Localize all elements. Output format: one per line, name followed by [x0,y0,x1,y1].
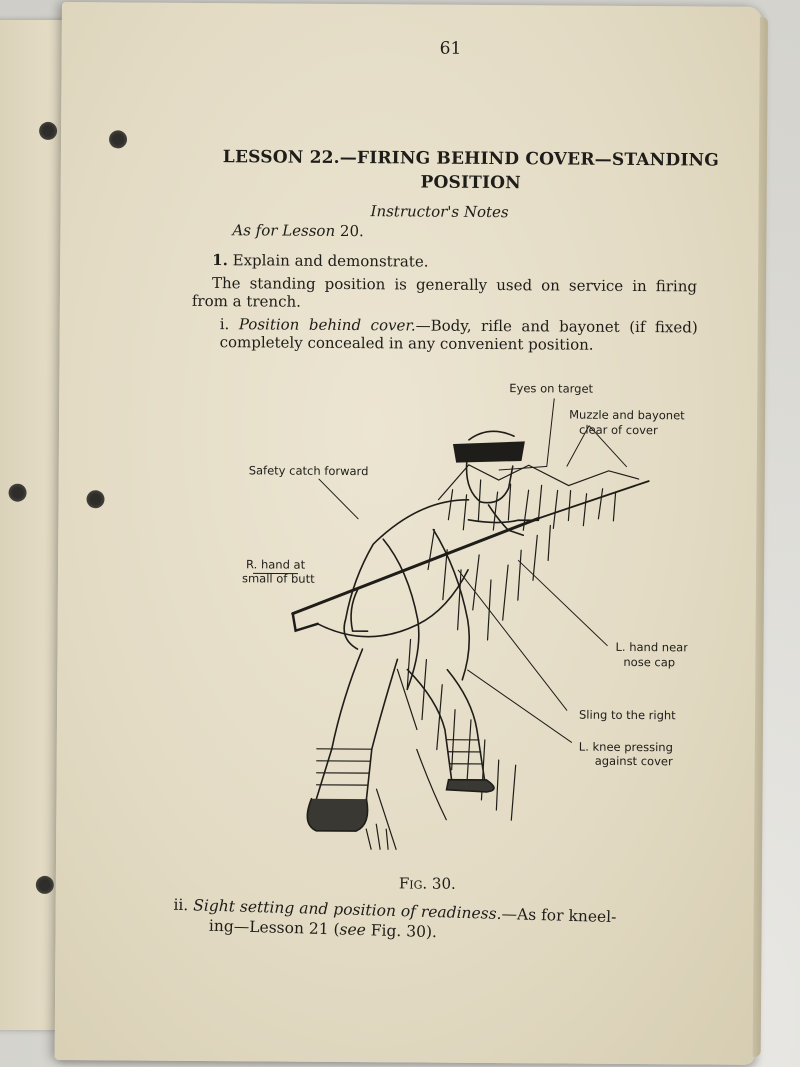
as-for-number: 20. [339,221,364,241]
right-leg [316,649,362,799]
book-page [55,2,762,1065]
sling [318,569,468,638]
paragraph-1 [212,251,428,271]
annotation-sling: Sling to the right [578,707,676,723]
paragraph-3-number: i. [219,315,230,334]
as-for-line [232,221,364,240]
paragraph-4-text-b: ing—Lesson 21 ( [208,916,340,939]
left-boot [446,780,494,792]
paragraph-4-text-a: —As for kneel- [501,904,617,927]
annotation-right-hand: R. hand at [246,557,306,572]
rifle [293,517,539,616]
annotation-safety-catch: Safety catch forward [248,463,369,479]
paragraph-3-heading: Position behind cover. [238,315,416,335]
annotation-leader-lines [252,396,627,743]
annotation-left-hand: L. hand near [615,639,688,655]
cap [454,442,524,462]
annotation-against-cover: against cover [594,753,673,769]
paragraph-4-number: ii. [173,895,189,915]
paragraph-3-text: —Body, rifle and bayonet (if fixed) completely concealed in any convenient position. [219,316,698,354]
lesson-title: LESSON 22.—FIRING BEHIND COVER—STANDING POSITION [222,147,720,194]
right-boot [307,799,367,831]
soldier-drawing [291,430,649,851]
annotation-small-of-butt: small of butt [241,571,315,586]
annotation-muzzle-clear: clear of cover [578,422,658,438]
paragraph-4-text-c: Fig. 30). [365,921,438,942]
annotation-muzzle: Muzzle and bayonet [569,407,685,423]
annotation-left-knee: L. knee pressing [578,739,673,755]
figure-caption: Fig. 30. [398,874,456,893]
bayonet [538,480,648,519]
left-leg [407,669,453,779]
instructor-notes-heading: Instructor's Notes [370,202,509,222]
figure-soldier-illustration [166,368,689,872]
binding-hole [36,876,54,894]
binding-hole [39,122,57,140]
binding-hole [86,490,104,508]
head [466,462,513,503]
annotation-eyes-on-target: Eyes on target [509,381,594,396]
right-arm [351,589,368,631]
annotation-nose-cap: nose cap [623,654,676,670]
binding-hole [9,484,27,502]
binding-hole [109,130,127,148]
paragraph-2: The standing position is generally used on service in firing from a trench. [191,274,698,311]
as-for-prefix: As for Lesson [232,221,336,240]
paragraph-4 [173,895,704,950]
paragraph-4-heading: Sight setting and position of readiness. [193,896,502,923]
torso-back [344,499,469,650]
page-number: 61 [439,38,462,59]
paragraph-3 [220,315,698,354]
paragraph-4-see: see [339,920,367,940]
paragraph-1-number: 1. [212,251,228,270]
paragraph-1-text: Explain and demonstrate. [232,251,429,271]
